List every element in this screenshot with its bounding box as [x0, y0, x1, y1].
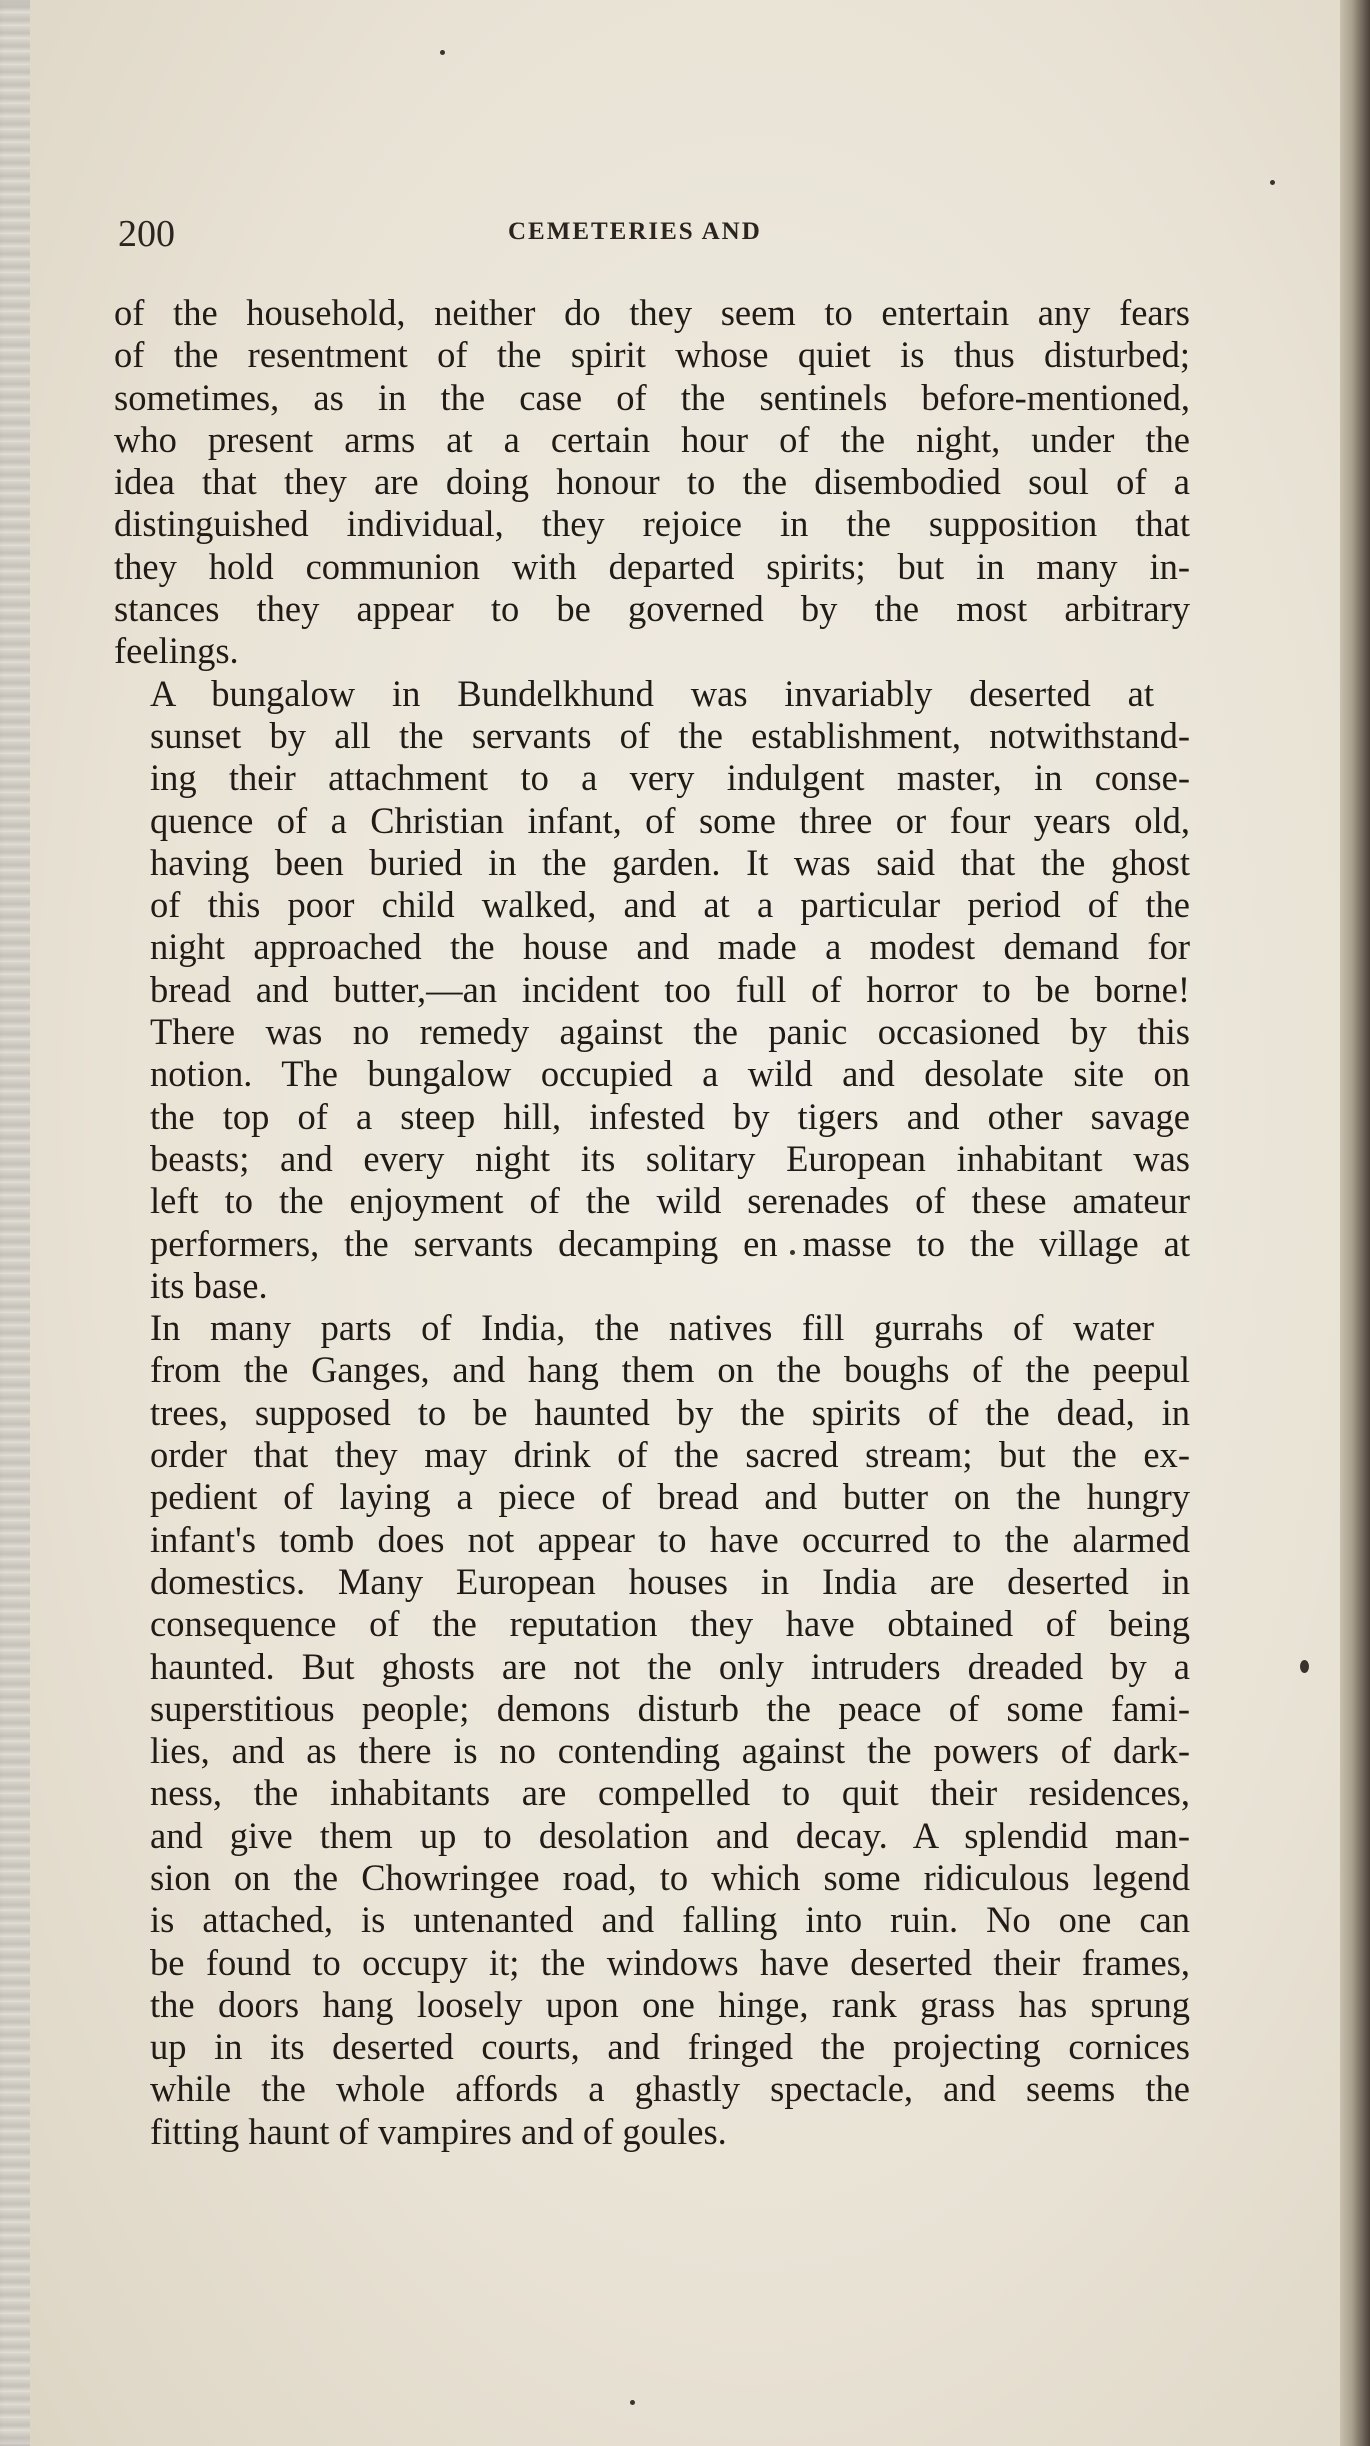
text-line: A bungalow in Bundelkhund was invariably deserted at	[150, 672, 1154, 714]
text-line: feelings.	[114, 630, 239, 672]
text-line: stances they appear to be governed by the most arbitrary	[114, 588, 1190, 630]
text-line: sometimes, as in the case of the sentinels before-mentioned,	[114, 376, 1190, 418]
paper-speck	[1300, 1660, 1309, 1673]
text-line: In many parts of India, the natives fill gurrahs of water	[150, 1307, 1154, 1349]
body-text	[114, 292, 1190, 2153]
text-line: lies, and as there is no contending against the powers of dark-	[150, 1730, 1190, 1772]
text-line: while the whole affords a ghastly spectacle, and seems the	[150, 2068, 1190, 2110]
text-line: distinguished individual, they rejoice in the supposition that	[114, 503, 1190, 545]
text-line: ing their attachment to a very indulgent master, in conse-	[150, 757, 1190, 799]
text-line: of the household, neither do they seem to entertain any fears	[114, 292, 1190, 333]
text-line: its base.	[150, 1264, 268, 1306]
text-line: left to the enjoyment of the wild serenades of these amateur	[150, 1180, 1190, 1222]
text-line: haunted. But ghosts are not the only intruders dreaded by a	[150, 1645, 1190, 1687]
text-line: is attached, is untenanted and falling into ruin. No one can	[150, 1899, 1190, 1941]
text-line: they hold communion with departed spirits; but in many in-	[114, 545, 1190, 587]
text-line: order that they may drink of the sacred stream; but the ex-	[150, 1434, 1190, 1476]
text-line: ness, the inhabitants are compelled to quit their residences,	[150, 1772, 1190, 1814]
text-line: and give them up to desolation and decay. A splendid man-	[150, 1814, 1190, 1856]
text-line: notion. The bungalow occupied a wild and desolate site on	[150, 1053, 1190, 1095]
text-line: beasts; and every night its solitary European inhabitant was	[150, 1137, 1190, 1179]
text-line: quence of a Christian infant, of some three or four years old,	[150, 799, 1190, 841]
text-line: from the Ganges, and hang them on the boughs of the peepul	[150, 1349, 1190, 1391]
text-line: sunset by all the servants of the establishment, notwithstand-	[150, 714, 1190, 756]
paper-speck	[1270, 180, 1275, 185]
text-line: performers, the servants decamping en masse to the village at	[150, 1222, 1190, 1264]
text-line: domestics. Many European houses in India are deserted in	[150, 1560, 1190, 1602]
text-line: of the resentment of the spirit whose quiet is thus disturbed;	[114, 334, 1190, 376]
page-header	[118, 212, 1198, 272]
text-line: the top of a steep hill, infested by tigers and other savage	[150, 1095, 1190, 1137]
page-number: 200	[118, 213, 175, 255]
paragraph	[114, 292, 1190, 673]
running-head: CEMETERIES AND	[508, 218, 762, 245]
text-line: superstitious people; demons disturb the peace of some fami-	[150, 1687, 1190, 1729]
text-line: infant's tomb does not appear to have occurred to the alarmed	[150, 1518, 1190, 1560]
text-line: There was no remedy against the panic occasioned by this	[150, 1011, 1190, 1053]
paragraph	[114, 673, 1190, 1307]
text-line: consequence of the reputation they have obtained of being	[150, 1603, 1190, 1645]
text-line: who present arms at a certain hour of the night, under the	[114, 418, 1190, 460]
text-line: bread and butter,—an incident too full of horror to be borne!	[150, 968, 1190, 1010]
text-line: fitting haunt of vampires and of goules.	[150, 2110, 727, 2152]
paper-speck	[630, 2400, 635, 2405]
text-line: up in its deserted courts, and fringed the projecting cornices	[150, 2026, 1190, 2068]
text-line: pedient of laying a piece of bread and butter on the hungry	[150, 1476, 1190, 1518]
paper-speck	[440, 50, 445, 55]
text-line: be found to occupy it; the windows have deserted their frames,	[150, 1941, 1190, 1983]
paragraph	[114, 1307, 1190, 2153]
text-line: idea that they are doing honour to the disembodied soul of a	[114, 461, 1190, 503]
text-line: night approached the house and made a modest demand for	[150, 926, 1190, 968]
text-line: sion on the Chowringee road, to which some ridiculous legend	[150, 1856, 1190, 1898]
text-line: of this poor child walked, and at a particular period of the	[150, 884, 1190, 926]
text-line: the doors hang loosely upon one hinge, rank grass has sprung	[150, 1983, 1190, 2025]
page-edge-shadow	[1340, 0, 1370, 2446]
text-line: trees, supposed to be haunted by the spirits of the dead, in	[150, 1391, 1190, 1433]
text-line: having been buried in the garden. It was said that the ghost	[150, 841, 1190, 883]
